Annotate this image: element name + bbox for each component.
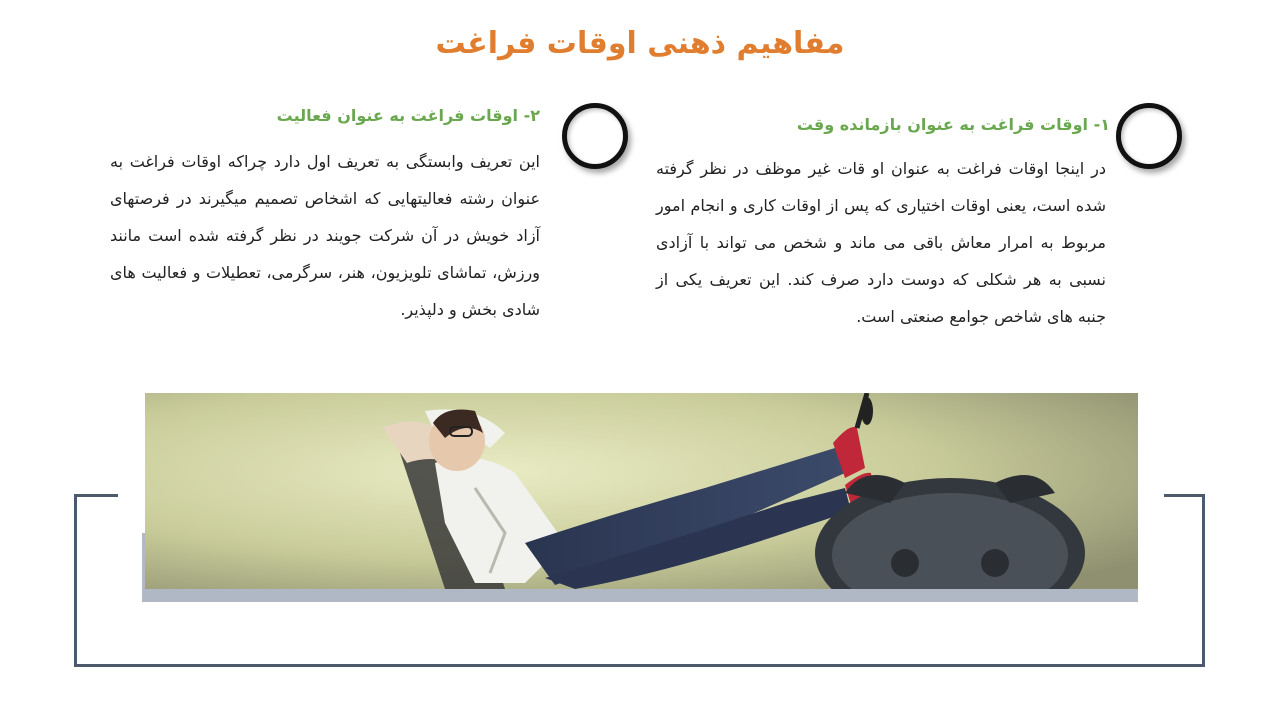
- section1-heading: ۱- اوقات فراغت به عنوان بازمانده وقت: [796, 115, 1110, 134]
- section2-heading: ۲- اوقات فراغت به عنوان فعالیت: [276, 106, 540, 125]
- photo-illustration: [145, 393, 1138, 589]
- circle-ring-icon: [562, 103, 628, 169]
- relaxing-person-photo: [145, 393, 1138, 589]
- photo-caption-bar: [142, 589, 1138, 602]
- slide-title: مفاهیم ذهنی اوقات فراغت: [435, 26, 845, 61]
- circle-ring-icon: [1116, 103, 1182, 169]
- section1-body: در اینجا اوقات فراغت به عنوان او قات غیر موظف در نظر گرفته شده است، یعنی اوقات اختیاری که پس از اوقات کاری و انجام امور مربوط به امرار معاش باقی می ماند و شخص می تواند با آزادی نسبی به هر شکلی که دوست دارد صرف کند. این تعریف یکی از جنبه های شاخص جوامع صنعتی است.: [656, 159, 1106, 326]
- section2-body: این تعریف وابستگی به تعریف اول دارد چراکه اوقات فراغت به عنوان رشته فعالیتهایی که اشخاص تصمیم میگیرند در فرصتهای آزاد خویش در آن شرکت جویند در نظر گرفته شده است مانند ورزش، تماشای تلویزیون، هنر، سرگرمی، تعطیلات و فعالیت های شادی بخش و دلپذیر.: [110, 152, 540, 319]
